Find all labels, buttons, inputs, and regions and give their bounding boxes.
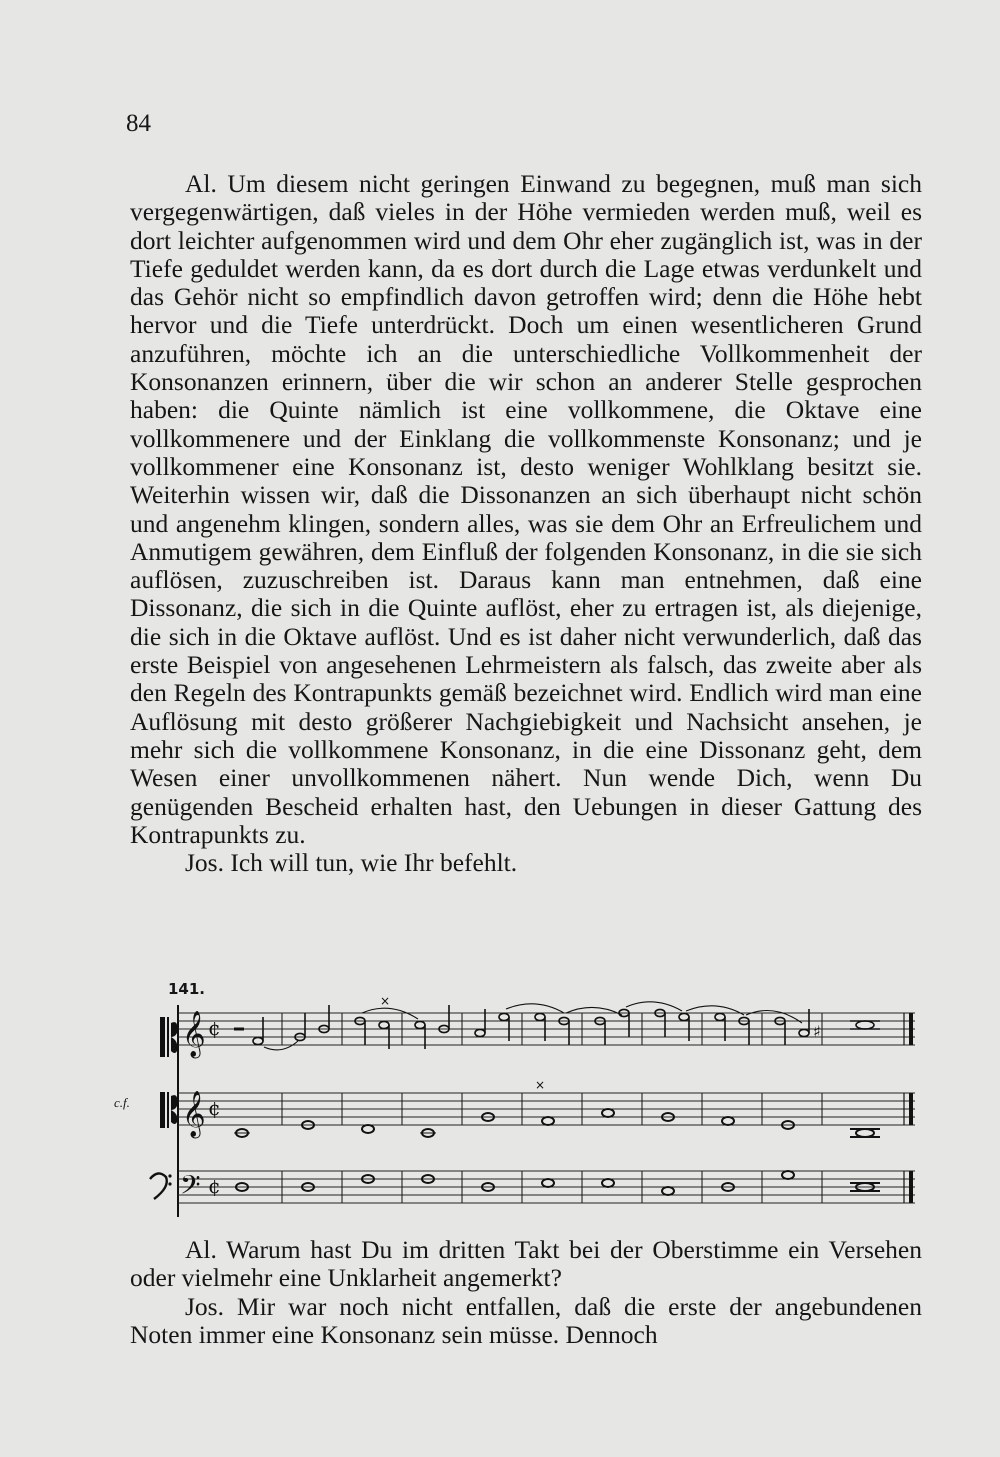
upper-voice-notes xyxy=(234,1005,880,1049)
staff-cantus-firmus xyxy=(178,1093,915,1125)
cantus-firmus-label: c.f. xyxy=(114,1095,130,1110)
c-clef-icon xyxy=(160,1092,177,1128)
text-block-top xyxy=(130,170,922,877)
treble-clef-icon: 𝄞 xyxy=(182,1011,206,1057)
dissonance-mark: × xyxy=(535,1078,546,1092)
sharp-icon: ♯ xyxy=(813,1022,821,1041)
cut-time-icon: ¢ xyxy=(208,1174,221,1198)
final-barline xyxy=(904,1013,911,1203)
cantus-firmus-notes xyxy=(234,1109,880,1137)
music-example xyxy=(114,975,930,1225)
music-score xyxy=(130,975,930,1225)
paragraph-al-2: Al. Warum hast Du im dritten Takt bei der Oberstimme ein Versehen oder vielmehr eine Unklarheit angemerkt? xyxy=(130,1235,922,1293)
bass-notes xyxy=(236,1171,880,1195)
cut-time-icon: ¢ xyxy=(208,1016,221,1040)
c-clef-icon xyxy=(160,1017,177,1057)
example-number: 141. xyxy=(168,980,206,998)
text-block-bottom xyxy=(130,1236,922,1349)
ties xyxy=(264,1002,802,1050)
dissonance-mark: × xyxy=(380,994,391,1008)
treble-clef-icon: 𝄞 xyxy=(182,1091,206,1137)
barlines xyxy=(282,1013,822,1203)
cut-time-icon: ¢ xyxy=(208,1096,221,1120)
paragraph-jos-1: Jos. Ich will tun, wie Ihr befehlt. xyxy=(185,848,518,878)
bass-clef-icon xyxy=(150,1173,172,1199)
bass-clef-icon: 𝄢 xyxy=(180,1169,201,1207)
page-number: 84 xyxy=(126,110,151,137)
paragraph-jos-2: Jos. Mir war noch nicht entfallen, daß die erste der angebundenen Noten immer eine Konsonanz sein müsse. Dennoch xyxy=(130,1291,922,1349)
paragraph-al-1: Al. Um diesem nicht geringen Einwand zu begegnen, muß man sich vergegenwärtigen, daß vieles in der Höhe vermieden werden muß, weil es dort leichter aufgenommen wird und dem Ohr eher zugänglich ist, was in der Tiefe geduldet werden kann, da es dort durch die Lage etwas verdunkelt und das Gehör nicht so empfindlich davon getroffen wird; denn die Höhe hebt hervor und die Tiefe unterdrückt. Doch um einen wesentlicheren Grund anzuführen, möchte ich an die unterschiedliche Vollkommenheit der Konsonanzen erinnern, über die wir schon an anderer Stelle gesprochen haben: die Quinte nämlich ist eine vollkommene, die Oktave eine vollkommenere und der Einklang die vollkommenste Konsonanz; und je vollkommener eine Konsonanz ist, desto weniger Wohlklang besitzt sie. Weiterhin wissen wir, daß die Dissonanzen an sich überhaupt nicht schön und angenehm klingen, sondern alles, was sie dem Ohr an Erfreulichem und Anmutigem gewähren, dem Einfluß der folgenden Konsonanz, in die sie sich auflösen, zuzuschreiben ist. Daraus kann man entnehmen, daß eine Dissonanz, die sich in die Quinte auflöst, eher zu ertragen ist, als diejenige, die sich in die Oktave auflöst. Und es ist daher nicht verwunderlich, daß das erste Beispiel von angesehenen Lehrmeistern als falsch, das zweite aber als den Regeln des Kontrapunkts gemäß bezeichnet wird. Endlich wird man eine Auflösung mit desto größerer Nachgiebigkeit und Nachsicht ansehen, je mehr sich die vollkommene Konsonanz, in die eine Dissonanz geht, dem Wesen einer unvollkommenen nähert. Nun wende Dich, wenn Du genügenden Bescheid erhalten hast, den Uebungen in dieser Gattung des Kontrapunkts zu. xyxy=(130,169,922,849)
